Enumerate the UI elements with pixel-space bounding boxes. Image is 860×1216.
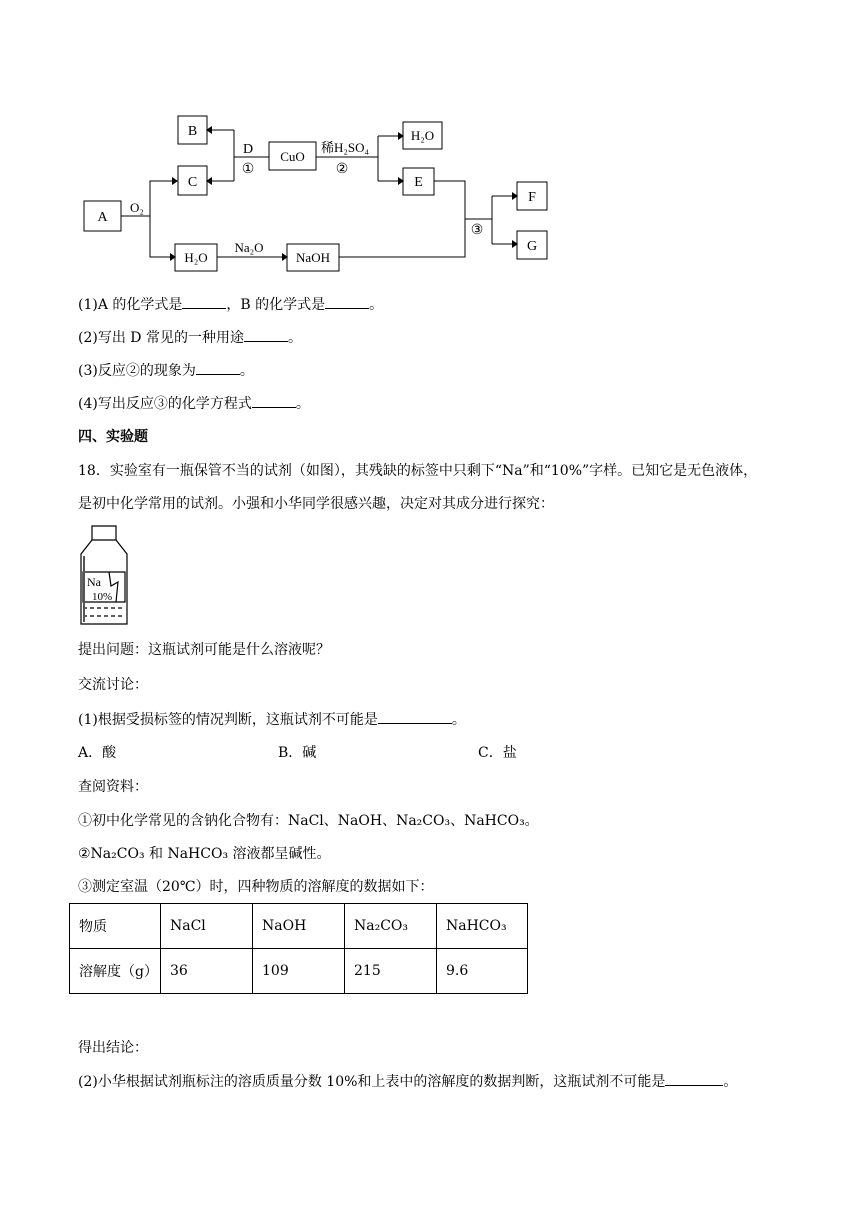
- bottle-label-percent: 10%: [92, 591, 113, 603]
- section-heading: 四、实验题: [78, 429, 148, 445]
- label-d: D: [242, 142, 254, 157]
- label-acid: 稀H₂SO₄: [320, 140, 370, 155]
- q18-info1: ①初中化学常见的含钠化合物有：NaCl、NaOH、Na₂CO₃、NaHCO₃。: [78, 813, 539, 829]
- q17-part2: (2)写出 D 常见的一种用途 。: [78, 327, 302, 348]
- answer-blank[interactable]: [252, 393, 296, 408]
- label-na2o: Na₂O: [234, 240, 264, 255]
- table-cell: NaHCO₃: [437, 904, 528, 949]
- table-cell: 109: [253, 949, 345, 994]
- label-o2: O₂: [130, 200, 144, 215]
- table-cell: 36: [161, 949, 253, 994]
- q18-sub2: (2)小华根据试剂瓶标注的溶质质量分数 10%和上表中的溶解度的数据判断，这瓶试剂不可能是 。: [78, 1071, 737, 1092]
- box-h2o-bottom-text: H₂O: [184, 250, 208, 265]
- q18-conclusion: 得出结论：: [78, 1040, 148, 1056]
- q18-sub1: (1)根据受损标签的情况判断，这瓶试剂不可能是 。: [78, 709, 466, 730]
- box-g-text: G: [526, 239, 538, 254]
- answer-blank[interactable]: [325, 294, 369, 309]
- box-e-text: E: [414, 175, 423, 190]
- box-a-text: A: [97, 210, 108, 225]
- q18-question: 提出问题：这瓶试剂可能是什么溶液呢？: [78, 642, 330, 658]
- table-cell: 溶解度（g）: [70, 949, 161, 994]
- box-f-text: F: [528, 190, 536, 205]
- table-row: [70, 949, 528, 994]
- option-a[interactable]: A．酸: [78, 745, 117, 761]
- table-cell: NaOH: [253, 904, 345, 949]
- q17-part1: (1)A 的化学式是 ，B 的化学式是 。: [78, 294, 383, 315]
- answer-blank[interactable]: [196, 360, 240, 375]
- q18-lookup: 查阅资料：: [78, 779, 148, 795]
- table-cell: 215: [345, 949, 437, 994]
- reagent-bottle-image: [78, 524, 132, 630]
- label-circle3: ③: [470, 223, 484, 238]
- box-cuo-text: CuO: [280, 149, 305, 164]
- answer-blank[interactable]: [244, 327, 288, 342]
- answer-blank[interactable]: [378, 709, 452, 724]
- reaction-flow-diagram: [0, 0, 860, 280]
- table-cell: 9.6: [437, 949, 528, 994]
- box-naoh-text: NaOH: [296, 250, 330, 265]
- table-cell: Na₂CO₃: [345, 904, 437, 949]
- q18-discussion: 交流讨论：: [78, 677, 148, 693]
- q17-part4: (4)写出反应③的化学方程式 。: [78, 393, 310, 414]
- option-c[interactable]: C．盐: [478, 745, 517, 761]
- option-b[interactable]: B．碱: [278, 745, 317, 761]
- q18-info2: ②Na₂CO₃ 和 NaHCO₃ 溶液都呈碱性。: [78, 846, 331, 862]
- label-circle2: ②: [335, 162, 349, 177]
- bottle-label-na: Na: [87, 575, 101, 589]
- table-cell: 物质: [70, 904, 161, 949]
- label-circle1: ①: [241, 162, 255, 177]
- q18-intro-line1: 18．实验室有一瓶保管不当的试剂（如图），其残缺的标签中只剩下“Na”和“10%”字样。已知它是无色液体，: [78, 463, 758, 479]
- q17-part3: (3)反应②的现象为 。: [78, 360, 254, 381]
- table-header-row: [70, 904, 528, 949]
- solubility-table: [69, 903, 528, 994]
- answer-blank[interactable]: [182, 294, 226, 309]
- table-cell: NaCl: [161, 904, 253, 949]
- box-c-text: C: [187, 175, 198, 190]
- q18-info3: ③测定室温（20℃）时，四种物质的溶解度的数据如下：: [78, 879, 434, 895]
- box-b-text: B: [187, 124, 198, 139]
- box-h2o-top-text: H₂O: [410, 128, 435, 143]
- answer-blank[interactable]: [665, 1071, 723, 1086]
- q18-intro-line2: 是初中化学常用的试剂。小强和小华同学很感兴趣，决定对其成分进行探究：: [78, 496, 554, 512]
